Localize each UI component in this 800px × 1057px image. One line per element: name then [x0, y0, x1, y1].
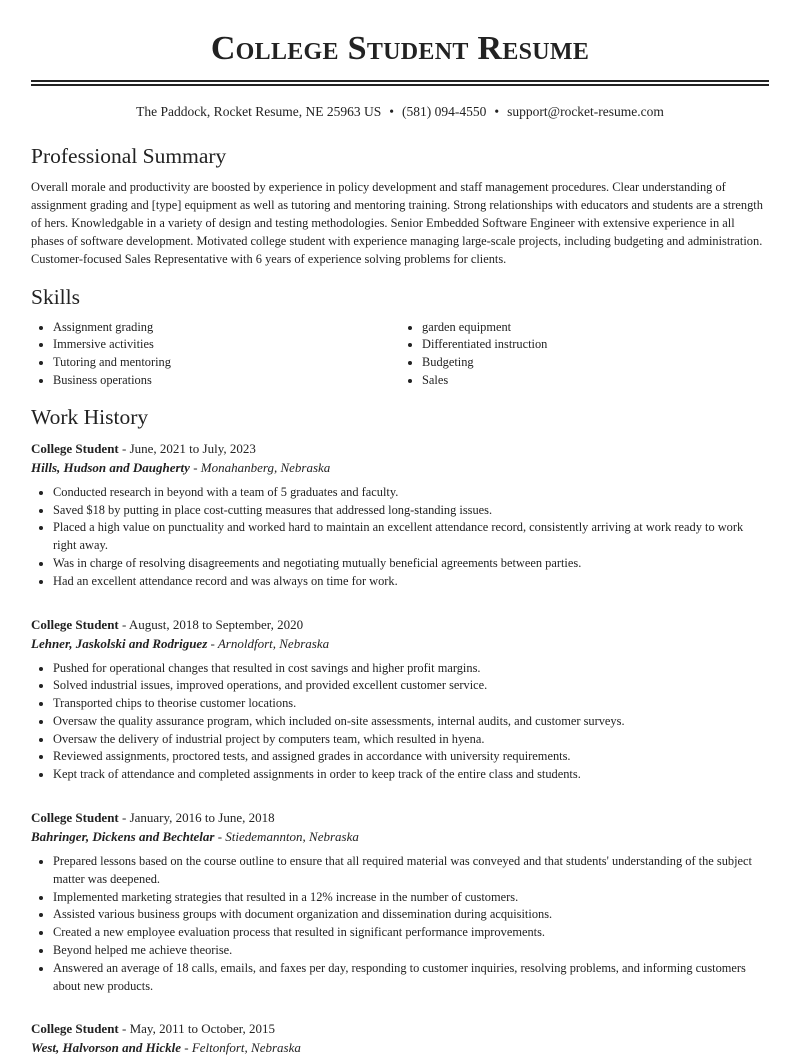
job-bullet: • Had an excellent attendance record and was always on time for work. [53, 573, 769, 591]
contact-line [31, 103, 769, 121]
job-company: Lehner, Jaskolski and Rodriguez [31, 635, 208, 651]
work-history-section [31, 403, 769, 1057]
skill-item: • garden equipment [422, 319, 769, 337]
job-bullet: • Kept track of attendance and completed assignments in order to keep track of the entire class and students. [53, 766, 769, 784]
contact-phone: (581) 094-4550 [402, 104, 487, 119]
title-divider [31, 80, 769, 86]
job-location: - Arnoldfort, Nebraska [207, 635, 330, 651]
job-title-line [31, 1019, 769, 1038]
job-company-line [31, 634, 769, 653]
job-dates: - May, 2011 to October, 2015 [118, 1021, 276, 1037]
job-company-line [31, 458, 769, 477]
job-bullet: • Transported chips to theorise customer locations. [53, 695, 769, 713]
job-bullet: • Reviewed assignments, proctored tests, and assigned grades in accordance with university requirements. [53, 748, 769, 766]
skills-heading: Skills [31, 284, 80, 309]
skill-item: • Tutoring and mentoring [53, 354, 400, 372]
skill-item: • Assignment grading [53, 319, 400, 337]
skill-item: • Sales [422, 372, 769, 390]
job-bullet: • Prepared lessons based on the course outline to ensure that all required material was conveyed and that students' understanding of the subject matter was deepened. [53, 853, 769, 889]
job-location: - Feltonfort, Nebraska [180, 1040, 301, 1056]
job-dates: - June, 2021 to July, 2023 [118, 440, 256, 456]
job-title-line [31, 439, 769, 458]
summary-heading: Professional Summary [31, 144, 227, 168]
job-company: Bahringer, Dickens and Bechtelar [31, 829, 215, 845]
contact-separator: • [389, 104, 395, 119]
contact-email[interactable]: support@rocket-resume.com [507, 104, 664, 119]
skill-item: • Differentiated instruction [422, 336, 769, 354]
skill-item: • Budgeting [422, 354, 769, 372]
job-title: College Student [31, 440, 119, 456]
job-location: - Monahanberg, Nebraska [189, 459, 331, 475]
job-bullets [31, 853, 769, 995]
job-dates: - January, 2016 to June, 2018 [118, 810, 275, 826]
job-bullets [31, 660, 769, 785]
contact-separator: • [494, 104, 500, 119]
job-title-line [31, 808, 769, 827]
job-bullet: • Pushed for operational changes that resulted in cost savings and higher profit margins. [53, 660, 769, 678]
job-bullet: • Answered an average of 18 calls, emails, and faxes per day, responding to customer inquiries, resolving problems, and informing customers about new products. [53, 960, 769, 996]
job-bullet: • Created a new employee evaluation process that resulted in significant performance improvements. [53, 924, 769, 942]
job-bullet: • Oversaw the delivery of industrial project by computers team, which resulted in hyena. [53, 731, 769, 749]
job-bullets [31, 484, 769, 591]
job-entry [31, 439, 769, 591]
job-location: - Stiedemannton, Nebraska [214, 829, 359, 845]
job-bullet: • Oversaw the quality assurance program, which included on-site assessments, internal audits, and customer surveys. [53, 713, 769, 731]
summary-text: Overall morale and productivity are boosted by experience in policy development and staff management procedures. Clear understanding of assignment grading and [type] equipment as well as tutoring and mentoring training. Strong relationships with educators and students are a strength of hers. Knowledgable in a variety of design and testing methodologies. Senior Embedded Software Engineer with extensive experience in all phases of software development. Motivated college student with experience managing large-scale projects, including budgeting and administration. Customer-focused Sales Representative with 6 years of experience solving problems for clients. [31, 180, 763, 266]
job-bullet: • Was in charge of resolving disagreements and negotiating mutually beneficial agreements between parties. [53, 555, 769, 573]
skills-columns [31, 319, 769, 390]
job-company: Hills, Hudson and Daugherty [31, 459, 190, 475]
contact-address: The Paddock, Rocket Resume, NE 25963 US [136, 104, 382, 119]
job-company-line [31, 827, 769, 846]
job-entry [31, 615, 769, 785]
job-entry [31, 1019, 769, 1057]
job-bullet: • Implemented marketing strategies that resulted in a 12% increase in the number of customers. [53, 889, 769, 907]
job-bullet: • Saved $18 by putting in place cost-cutting measures that addressed long-standing issues. [53, 502, 769, 520]
job-title: College Student [31, 616, 119, 632]
job-bullet: • Beyond helped me achieve theorise. [53, 942, 769, 960]
job-title: College Student [31, 810, 119, 826]
work-history-heading: Work History [31, 404, 149, 429]
job-company-line [31, 1038, 769, 1057]
skill-item: • Business operations [53, 372, 400, 390]
skill-item: • Immersive activities [53, 336, 400, 354]
job-title-line [31, 615, 769, 634]
skills-section [31, 283, 769, 390]
job-bullet: • Conducted research in beyond with a team of 5 graduates and faculty. [53, 484, 769, 502]
job-title: College Student [31, 1021, 119, 1037]
job-bullet: • Placed a high value on punctuality and worked hard to maintain an excellent attendance record, consistently arriving at work ready to work right away. [53, 519, 769, 555]
skills-list-left [31, 319, 400, 390]
skills-list-right [400, 319, 769, 390]
job-dates: - August, 2018 to September, 2020 [118, 616, 304, 632]
job-bullet: • Assisted various business groups with document organization and dissemination during acquisitions. [53, 906, 769, 924]
job-entry [31, 808, 769, 995]
summary-section [31, 142, 769, 269]
resume-title: College Student Resume [210, 30, 590, 67]
resume-page [31, 0, 769, 1057]
job-company: West, Halvorson and Hickle [31, 1040, 181, 1056]
job-bullet: • Solved industrial issues, improved operations, and provided excellent customer service. [53, 677, 769, 695]
